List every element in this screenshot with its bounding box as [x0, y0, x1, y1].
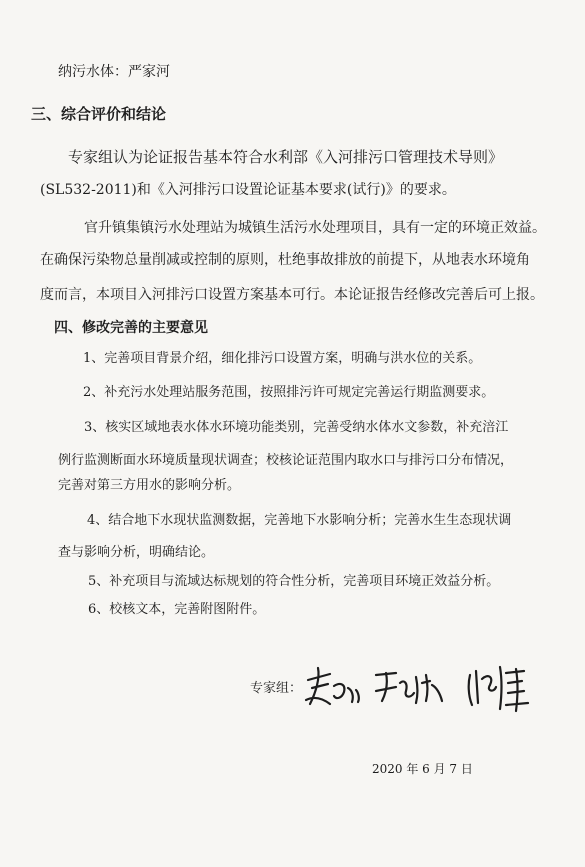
section-4-item: 1、完善项目背景介绍，细化排污口设置方案，明确与洪水位的关系。 — [83, 351, 482, 366]
section-3-line: 在确保污染物总量削减或控制的原则，杜绝事故排放的前提下，从地表水环境角 — [40, 252, 530, 268]
section-3-heading: 三、综合评价和结论 — [31, 105, 167, 123]
receiving-water-line: 纳污水体：严家河 — [58, 64, 170, 80]
section-4-item: 完善对第三方用水的影响分析。 — [58, 478, 241, 493]
section-3-line: (SL532-2011)和《入河排污口设置论证基本要求(试行)》的要求。 — [40, 182, 456, 198]
section-4-item: 5、补充项目与流域达标规划的符合性分析，完善项目环境正效益分析。 — [88, 574, 500, 589]
section-4-item: 3、核实区域地表水体水环境功能类别，完善受纳水体水文参数，补充涪江 — [84, 420, 509, 435]
section-4-item: 4、结合地下水现状监测数据，完善地下水影响分析；完善水生生态现状调 — [87, 513, 512, 528]
signature-label: 专家组： — [250, 681, 303, 696]
section-4-item: 例行监测断面水环境质量现状调查；校核论证范围内取水口与排污口分布情况， — [58, 453, 514, 468]
signature-block — [240, 655, 560, 725]
handwritten-signature-1 — [300, 660, 370, 715]
section-4-item: 6、校核文本，完善附图附件。 — [88, 602, 266, 617]
handwritten-signature-3 — [460, 659, 540, 719]
section-4-heading: 四、修改完善的主要意见 — [54, 320, 208, 336]
handwritten-signature-2 — [370, 661, 450, 711]
section-3-line: 官升镇集镇污水处理站为城镇生活污水处理项目，具有一定的环境正效益。 — [84, 220, 546, 236]
document-date: 2020 年 6 月 7 日 — [372, 762, 473, 776]
section-4-item: 查与影响分析，明确结论。 — [58, 545, 215, 560]
section-3-line: 度而言，本项目入河排污口设置方案基本可行。本论证报告经修改完善后可上报。 — [40, 287, 544, 303]
section-3-line: 专家组认为论证报告基本符合水利部《入河排污口管理技术导则》 — [68, 148, 504, 166]
section-4-item: 2、补充污水处理站服务范围，按照排污许可规定完善运行期监测要求。 — [83, 385, 495, 400]
